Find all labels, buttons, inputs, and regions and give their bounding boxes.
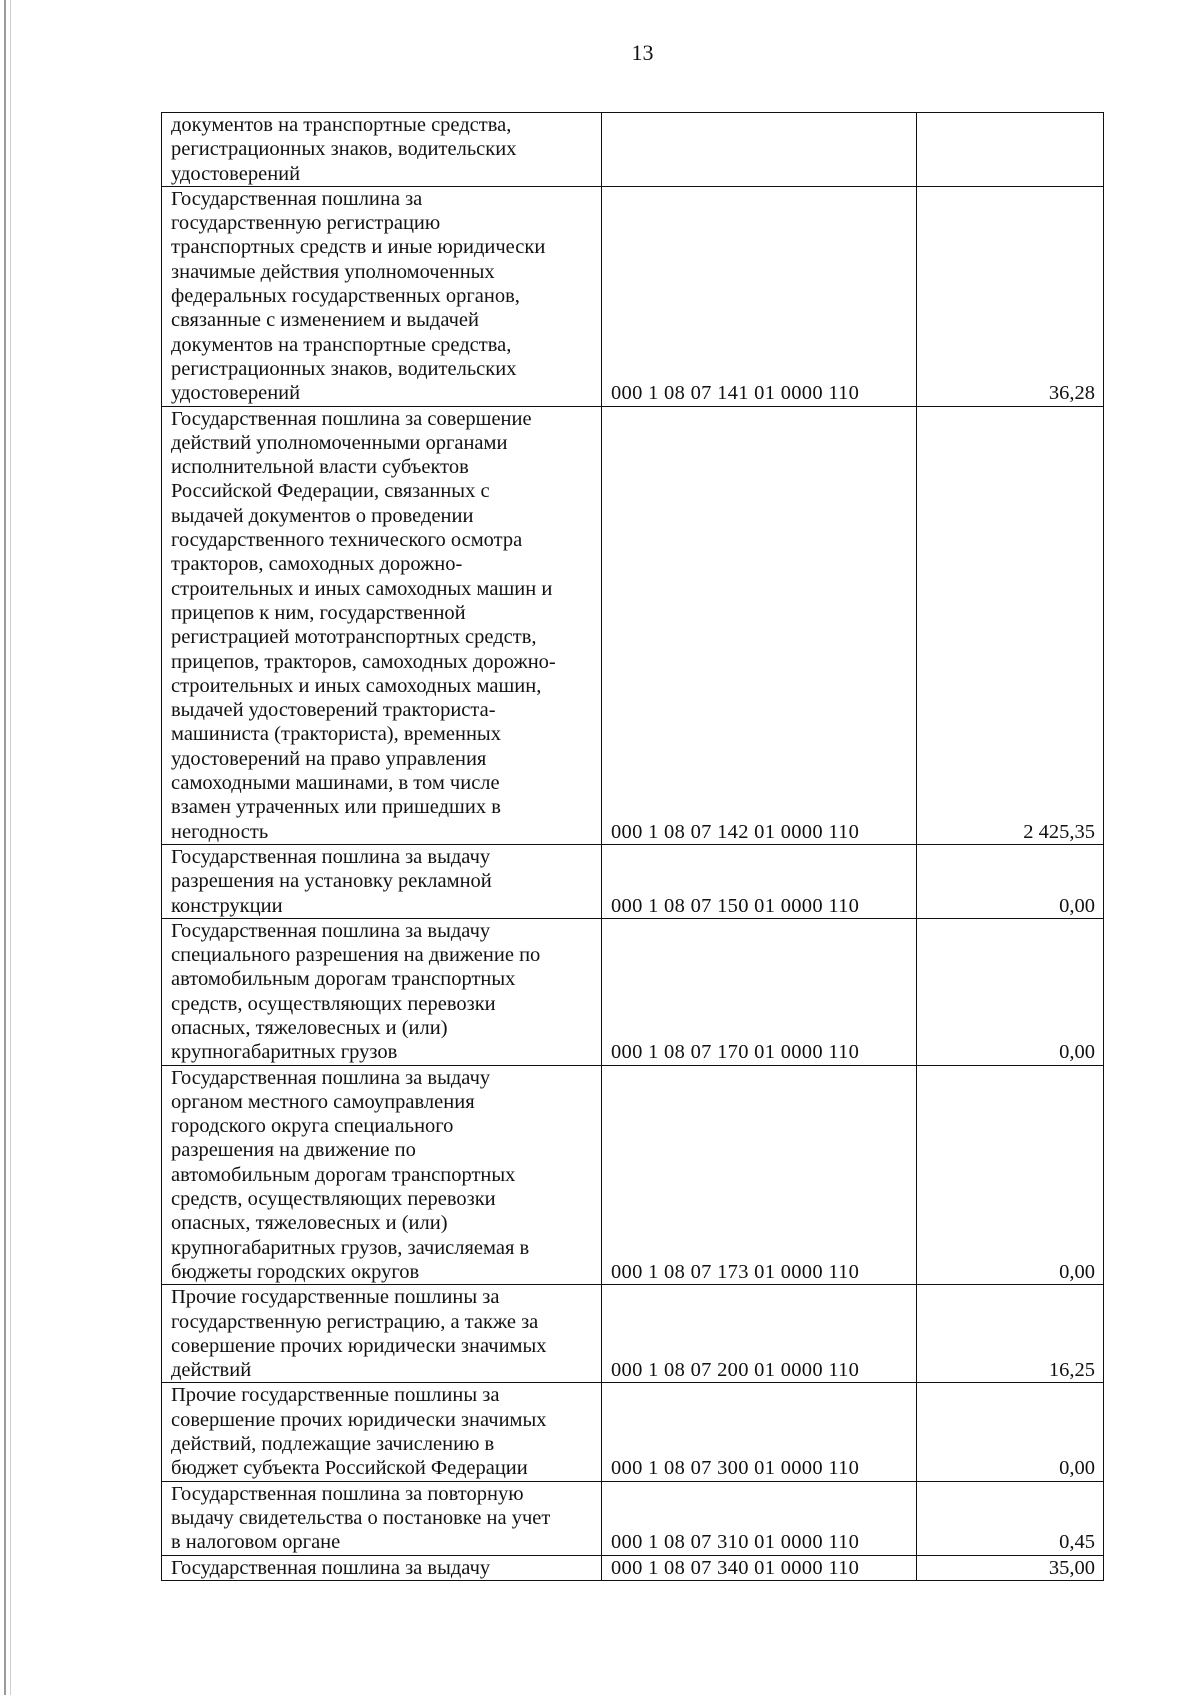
revenue-amount: 0,00 — [917, 918, 1104, 1065]
revenue-item-name-line: строительных и иных самоходных машин, — [171, 674, 542, 697]
revenue-item-name-line: государственную регистрацию, а также за — [171, 1310, 539, 1333]
revenue-item-name-line: документов на транспортные средства, — [171, 333, 512, 356]
revenue-item-name-line: совершение прочих юридически значимых — [171, 1408, 547, 1431]
revenue-item-name-line: значимые действия уполномоченных — [171, 260, 495, 283]
revenue-item-name-line: удостоверений на право управления — [171, 747, 487, 770]
budget-classification-code: 000 1 08 07 170 01 0000 110 — [602, 918, 917, 1065]
table-row — [162, 1285, 1104, 1383]
revenue-item-name-line: тракторов, самоходных дорожно- — [171, 553, 463, 576]
revenue-table — [161, 112, 1104, 1581]
revenue-item-name — [162, 1065, 602, 1285]
revenue-item-name-line: регистрационных знаков, водительских — [171, 138, 517, 161]
revenue-item-name-line: Государственная пошлина за выдачу — [171, 1066, 491, 1089]
revenue-item-name-line: разрешения на установку рекламной — [171, 870, 492, 893]
budget-classification-code: 000 1 08 07 200 01 0000 110 — [602, 1285, 917, 1383]
scan-edge-shadow — [4, 0, 6, 1695]
revenue-item-name-line: автомобильным дорогам транспортных — [171, 1163, 516, 1186]
page-number: 13 — [631, 40, 654, 65]
revenue-item-name-line: бюджет субъекта Российской Федерации — [171, 1457, 528, 1480]
table-row — [162, 1555, 1104, 1580]
revenue-item-name-line: регистрацией мототранспортных средств, — [171, 626, 537, 649]
revenue-item-name-line: федеральных государственных органов, — [171, 285, 520, 308]
table-row — [162, 406, 1104, 844]
revenue-item-name-line: машиниста (тракториста), временных — [171, 723, 501, 746]
revenue-item-name-line: разрешения на движение по — [171, 1139, 416, 1162]
revenue-item-name — [162, 406, 602, 844]
revenue-item-name — [162, 186, 602, 406]
revenue-item-name-line: связанные с изменением и выдачей — [171, 309, 479, 332]
revenue-item-name-line: взамен утраченных или пришедших в — [171, 796, 501, 819]
revenue-item-name-line: исполнительной власти субъектов — [171, 456, 469, 479]
revenue-item-name — [162, 113, 602, 187]
revenue-item-name-line: крупногабаритных грузов, зачисляемая в — [171, 1236, 530, 1259]
revenue-item-name-line: опасных, тяжеловесных и (или) — [171, 1212, 448, 1235]
budget-classification-code: 000 1 08 07 173 01 0000 110 — [602, 1065, 917, 1285]
revenue-item-name-line: действий, подлежащие зачислению в — [171, 1433, 495, 1456]
revenue-amount: 0,00 — [917, 1065, 1104, 1285]
scan-edge-shadow-inner — [10, 0, 11, 1695]
budget-classification-code: 000 1 08 07 142 01 0000 110 — [602, 406, 917, 844]
revenue-item-name-line: Прочие государственные пошлины за — [171, 1286, 500, 1309]
revenue-item-name-line: государственную регистрацию — [171, 212, 441, 235]
revenue-item-name-line: конструкции — [171, 894, 283, 917]
revenue-amount: 0,00 — [917, 844, 1104, 918]
revenue-item-name — [162, 844, 602, 918]
revenue-item-name — [162, 1285, 602, 1383]
revenue-item-name-line: средств, осуществляющих перевозки — [171, 992, 496, 1015]
revenue-item-name-line: органом местного самоуправления — [171, 1090, 475, 1113]
budget-classification-code: 000 1 08 07 300 01 0000 110 — [602, 1383, 917, 1481]
revenue-item-name-line: Государственная пошлина за выдачу — [171, 845, 491, 868]
revenue-item-name-line: регистрационных знаков, водительских — [171, 357, 517, 380]
table-row — [162, 1383, 1104, 1481]
revenue-item-name-line: Государственная пошлина за совершение — [171, 407, 532, 430]
revenue-item-name-line: документов на транспортные средства, — [171, 114, 512, 136]
budget-classification-code: 000 1 08 07 141 01 0000 110 — [602, 186, 917, 406]
revenue-item-name-line: строительных и иных самоходных машин и — [171, 577, 553, 600]
revenue-item-name — [162, 1481, 602, 1555]
revenue-item-name-line: Российской Федерации, связанных с — [171, 480, 490, 503]
budget-classification-code — [602, 113, 917, 187]
revenue-item-name-line: Государственная пошлина за повторную — [171, 1482, 524, 1505]
revenue-item-name-line: в налоговом органе — [171, 1531, 341, 1554]
table-row — [162, 918, 1104, 1065]
revenue-amount: 0,45 — [917, 1481, 1104, 1555]
budget-classification-code: 000 1 08 07 340 01 0000 110 — [602, 1555, 917, 1580]
revenue-amount: 36,28 — [917, 186, 1104, 406]
budget-classification-code: 000 1 08 07 150 01 0000 110 — [602, 844, 917, 918]
revenue-item-name-line: специального разрешения на движение по — [171, 944, 541, 967]
revenue-amount: 35,00 — [917, 1555, 1104, 1580]
revenue-item-name-line: совершение прочих юридически значимых — [171, 1334, 547, 1357]
revenue-amount: 0,00 — [917, 1383, 1104, 1481]
revenue-item-name-line: негодность — [171, 820, 269, 843]
revenue-item-name-line: самоходными машинами, в том числе — [171, 772, 500, 795]
revenue-item-name — [162, 1383, 602, 1481]
revenue-amount: 16,25 — [917, 1285, 1104, 1383]
revenue-item-name-line: выдачей удостоверений тракториста- — [171, 699, 496, 722]
revenue-item-name-line: удостоверений — [171, 382, 301, 405]
revenue-item-name-line: бюджеты городских округов — [171, 1260, 420, 1283]
revenue-item-name-line: Государственная пошлина за выдачу — [171, 919, 491, 942]
revenue-item-name-line: действий уполномоченными органами — [171, 431, 508, 454]
revenue-item-name-line: опасных, тяжеловесных и (или) — [171, 1016, 448, 1039]
revenue-item-name-line: удостоверений — [171, 162, 301, 185]
revenue-item-name-line: прицепов к ним, государственной — [171, 601, 466, 624]
table-row — [162, 113, 1104, 187]
revenue-item-name-line: крупногабаритных грузов — [171, 1041, 398, 1064]
revenue-item-name-line: прицепов, тракторов, самоходных дорожно- — [171, 650, 556, 673]
table-row — [162, 186, 1104, 406]
revenue-item-name-line: Прочие государственные пошлины за — [171, 1384, 500, 1407]
table-row — [162, 1065, 1104, 1285]
revenue-item-name-line: Государственная пошлина за выдачу — [171, 1556, 491, 1579]
table-row — [162, 844, 1104, 918]
revenue-item-name-line: средств, осуществляющих перевозки — [171, 1188, 496, 1211]
revenue-amount — [917, 113, 1104, 187]
revenue-item-name — [162, 918, 602, 1065]
revenue-amount: 2 425,35 — [917, 406, 1104, 844]
revenue-item-name-line: транспортных средств и иные юридически — [171, 236, 546, 259]
budget-classification-code: 000 1 08 07 310 01 0000 110 — [602, 1481, 917, 1555]
revenue-item-name-line: Государственная пошлина за — [171, 187, 423, 210]
revenue-item-name-line: городского округа специального — [171, 1115, 454, 1138]
revenue-table-body — [162, 113, 1104, 1581]
revenue-item-name-line: автомобильным дорогам транспортных — [171, 968, 516, 991]
revenue-item-name-line: действий — [171, 1359, 252, 1382]
table-row — [162, 1481, 1104, 1555]
revenue-item-name — [162, 1555, 602, 1580]
revenue-item-name-line: выдачу свидетельства о постановке на учет — [171, 1506, 551, 1529]
revenue-item-name-line: выдачей документов о проведении — [171, 504, 474, 527]
revenue-item-name-line: государственного технического осмотра — [171, 529, 523, 552]
